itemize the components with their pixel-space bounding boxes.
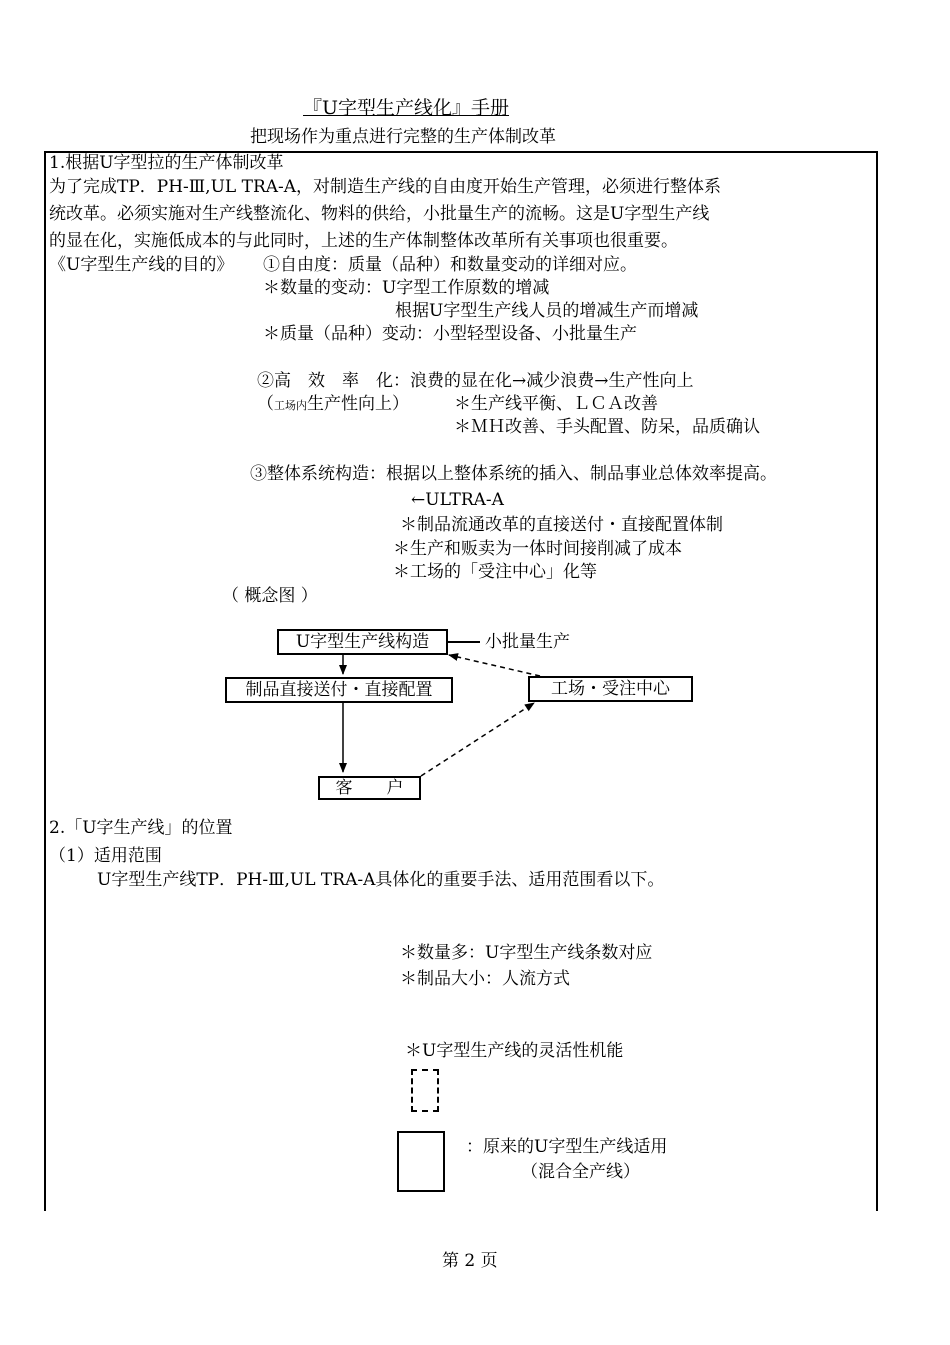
node-factory-order-center: 工场・受注中心 [528,676,693,702]
purpose-label: 《U字型生产线的目的》 [49,255,234,275]
arrow-factory-to-u [449,655,540,676]
section2-sub1: （1）适用范围 [49,846,162,866]
legend-solid-box [397,1131,445,1192]
purpose2-sub-open: （ [257,394,274,414]
section2-desc: U字型生产线TP．PH-Ⅲ,UL TRA-A具体化的重要手法、适用范围看以下。 [97,870,665,890]
section2-item2: ＊制品大小：人流方式 [400,969,570,989]
section2-heading: 2.「U字生产线」的位置 [49,818,233,838]
purpose3-arrow: ←ULTRA-A [411,490,504,510]
page-number: 第 2 页 [442,1251,498,1271]
purpose3-item2: ＊生产和贩卖为一体时间接削减了成本 [393,539,682,559]
legend-dashed-box [411,1069,439,1112]
purpose3-title: ③整体系统构造：根据以上整体系统的插入、制品事业总体效率提高。 [250,464,777,484]
legend-subtext: （混合全产线） [521,1162,640,1182]
section2-item3: ＊U字型生产线的灵活性机能 [405,1041,624,1061]
node-customer: 客 户 [318,776,421,800]
purpose3-item1: ＊制品流通改革的直接送付・直接配置体制 [400,515,723,535]
section1-para-line1: 为了完成TP．PH-Ⅲ,UL TRA-A，对制造生产线的自由度开始生产管理，必须进行整体系 [49,177,722,197]
purpose2-sub-small: 工场内 [274,399,307,412]
node-u-structure: U字型生产线构造 [277,629,448,655]
section2-item1: ＊数量多：U字型生产线条数对应 [400,943,653,963]
purpose3-item3: ＊工场的「受注中心」化等 [393,562,597,582]
purpose2-sub-rest: 生产性向上） [307,394,409,414]
node-direct-delivery: 制品直接送付・直接配置 [225,677,453,703]
document-subtitle: 把现场作为重点进行完整的生产体制改革 [250,127,556,147]
legend-text: ：原来的U字型生产线适用 [466,1137,668,1157]
purpose2-title: ②高 效 率 化：浪费的显在化→减少浪费→生产性向上 [257,371,694,391]
purpose1-item1b: 根据U字型生产线人员的增减生产而增减 [395,301,699,321]
purpose1-item2: ＊质量（品种）变动：小型轻型设备、小批量生产 [263,324,637,344]
purpose2-item1: ＊生产线平衡、ＬＣＡ改善 [454,394,658,414]
document-title: 『U字型生产线化』手册 [303,97,510,119]
concept-label: （ 概念图 ） [222,586,318,606]
arrow-customer-to-factory [421,703,534,776]
section1-para-line3: 的显在化，实施低成本的与此同时，上述的生产体制整体改革所有关事项也很重要。 [49,231,678,251]
purpose1-item1: ＊数量的变动：U字型工作原数的增减 [263,278,550,298]
section1-heading: 1.根据U字型拉的生产体制改革 [49,153,284,173]
purpose1-title: ①自由度：质量（品种）和数量变动的详细对应。 [263,255,637,275]
section1-para-line2: 统改革。必须实施对生产线整流化、物料的供给，小批量生产的流畅。这是U字型生产线 [49,204,710,224]
node-small-batch: 小批量生产 [485,632,570,652]
purpose2-item2: ＊ＭＨ改善、手头配置、防呆，品质确认 [454,417,760,437]
